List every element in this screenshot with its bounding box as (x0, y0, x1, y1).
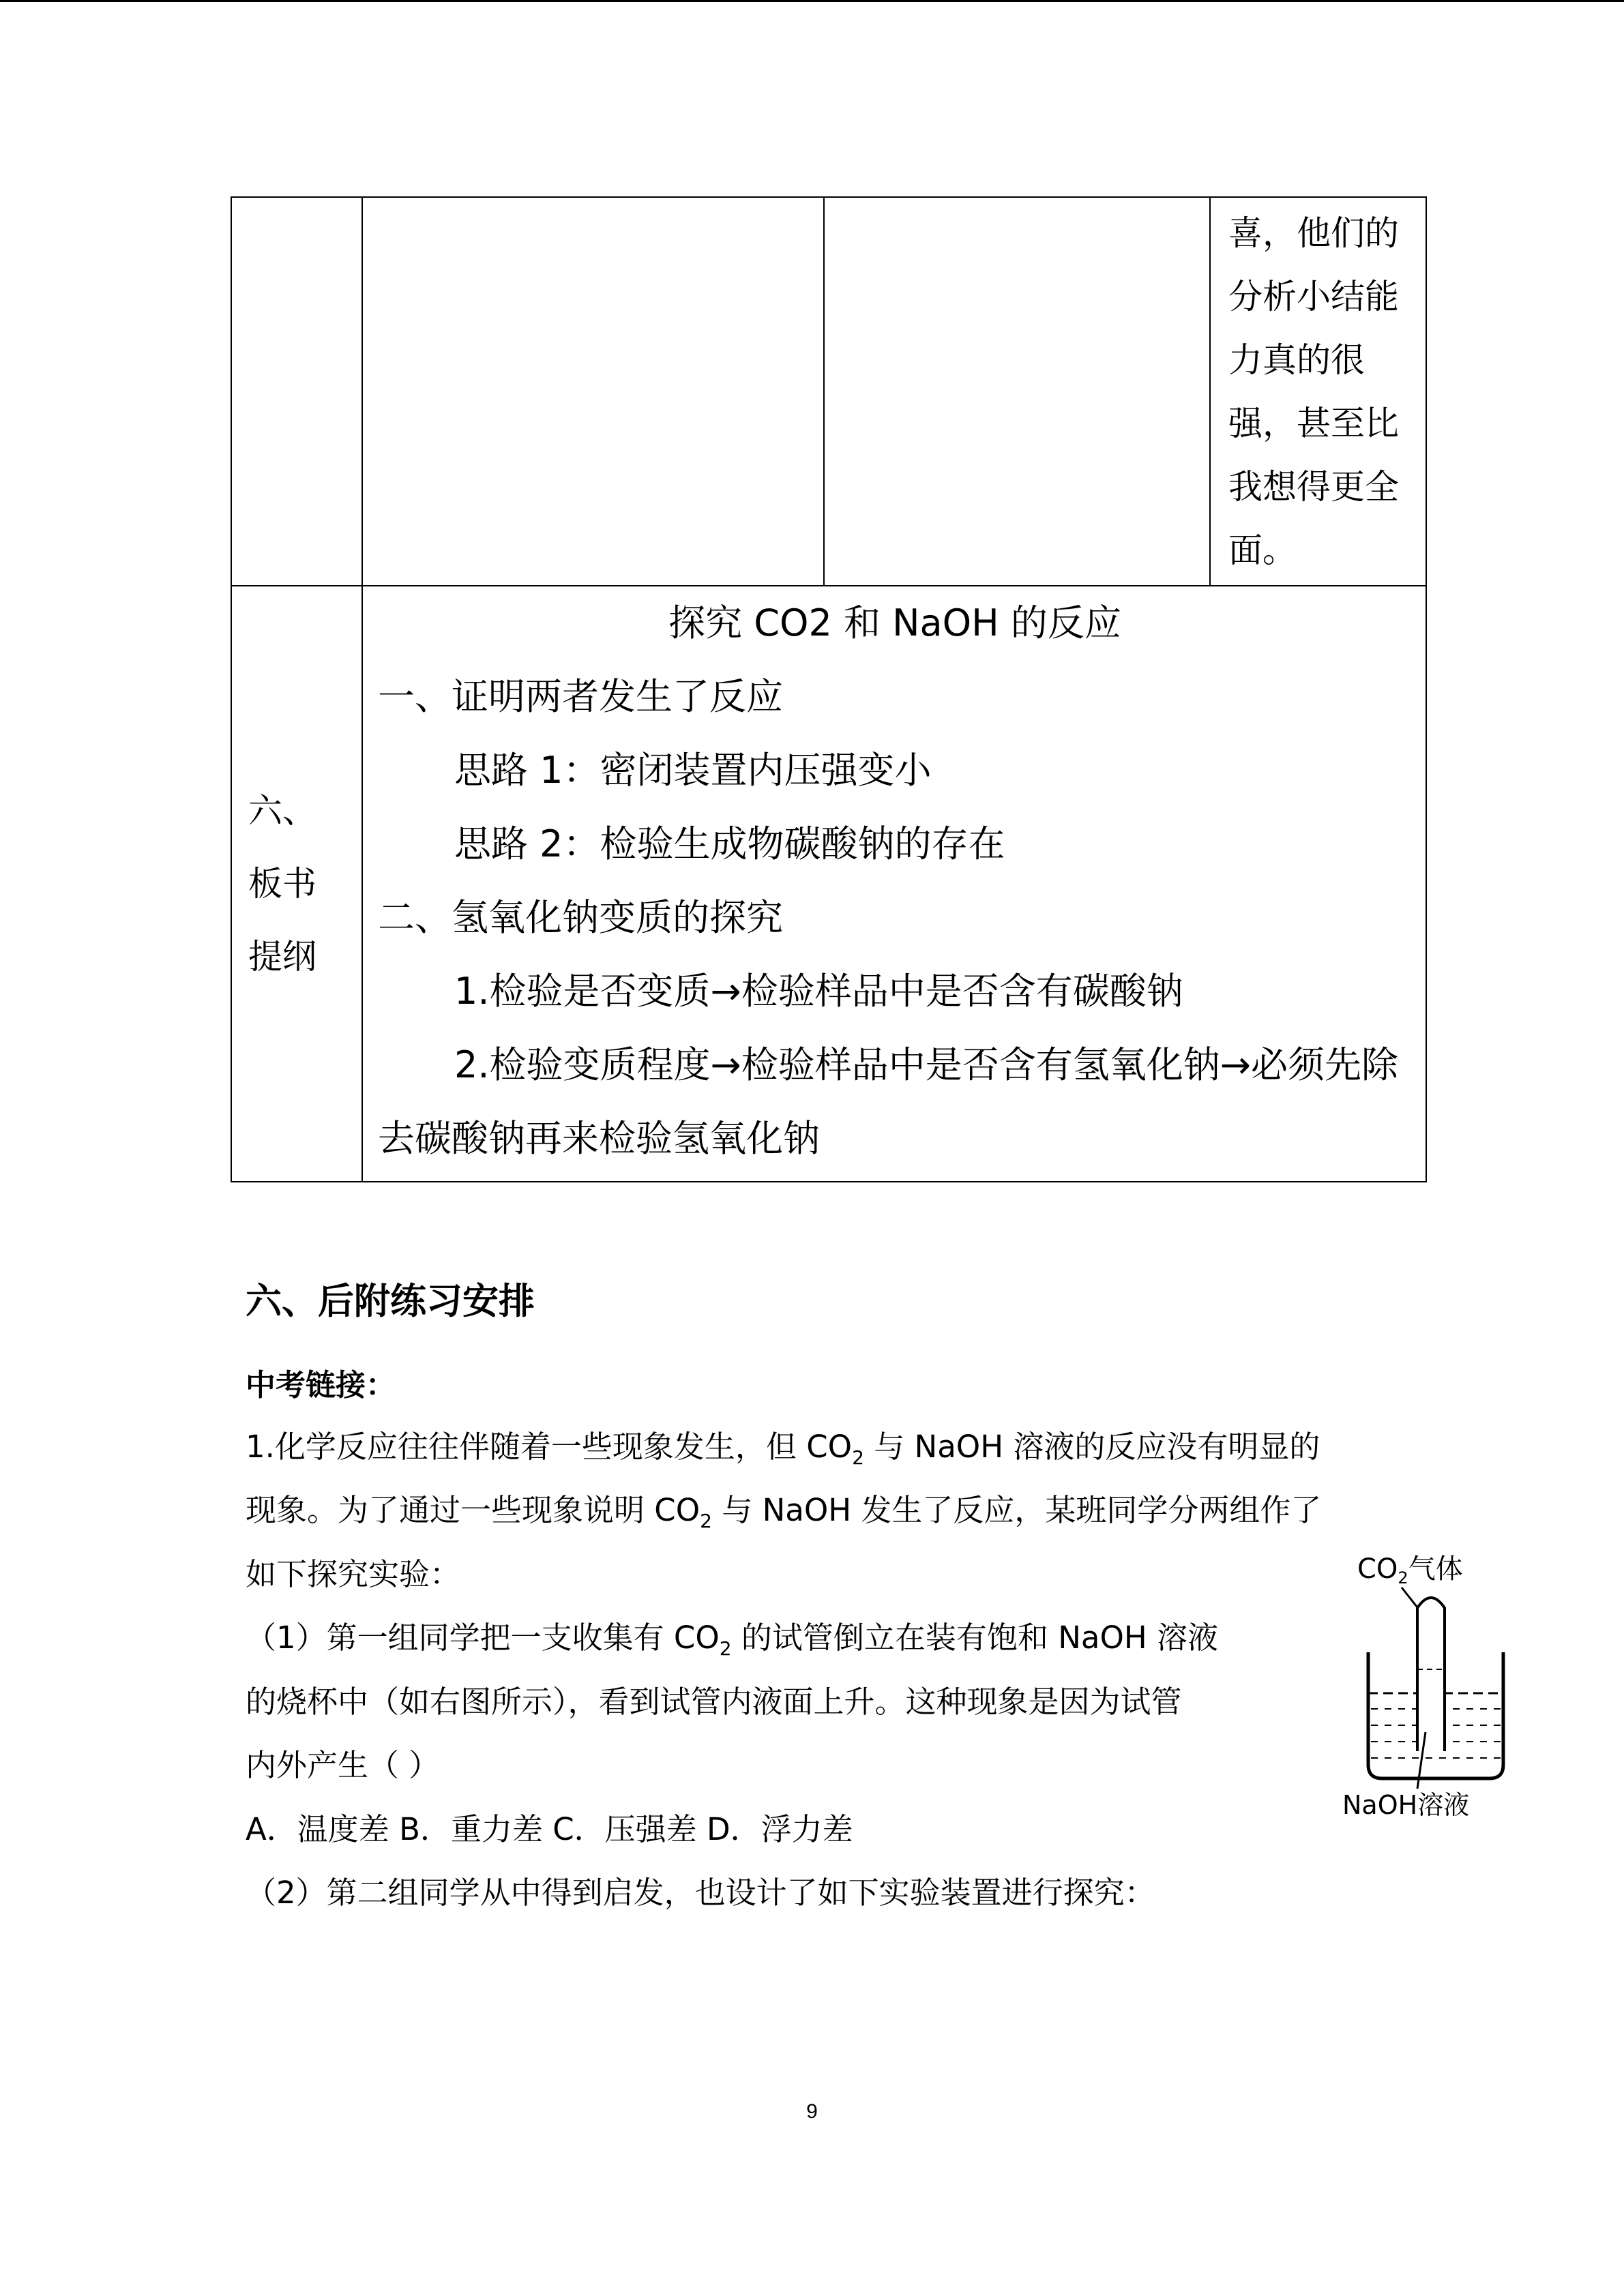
solution-label: NaOH溶液 (1342, 1790, 1470, 1820)
outline-heading: 一、证明两者发生了反应 (378, 675, 783, 718)
question-line: 如下探究实验： (246, 1556, 461, 1592)
table-row (231, 197, 1426, 586)
outline-step2: 2.检验变质程度→检验样品中是否含有氢氧化钠→必须先除去碳酸钠再来检验氢氧化钠 (378, 1043, 1399, 1160)
question-line: 的烧杯中（如右图所示），看到试管内液面上升。这种现象是因为试管 (246, 1684, 1182, 1720)
outline-item: 思路 1：密闭装置内压强变小 (454, 749, 932, 792)
text-segment: 与 NaOH 溶液的反应没有明显的 (863, 1429, 1320, 1465)
section-title: 六、后附练习安排 (246, 1281, 535, 1322)
table-cell (231, 197, 362, 586)
label-line: 提纲 (248, 936, 316, 976)
table-cell (824, 197, 1210, 586)
text-segment: 与 NaOH 发生了反应，某班同学分两组作了 (711, 1492, 1322, 1528)
text-segment: 的试管倒立在装有饱和 NaOH 溶液 (731, 1620, 1219, 1656)
label-line: 板书 (248, 863, 316, 904)
subscript: 2 (700, 1510, 712, 1532)
beaker-diagram (1337, 1553, 1524, 1823)
test-tube-icon (1417, 1598, 1445, 1751)
subscript: 2 (852, 1446, 864, 1469)
page-top-rule (0, 0, 1624, 2)
question-line (246, 1485, 1321, 1532)
answer-options: A．温度差 B．重力差 C．压强差 D．浮力差 (246, 1811, 853, 1847)
page-number: 9 (806, 2100, 818, 2123)
text-segment: （1）第一组同学把一支收集有 CO (246, 1620, 720, 1656)
subscript: 2 (719, 1637, 732, 1660)
question-line: 内外产生（ ） (246, 1747, 440, 1783)
outline-heading: 二、氢氧化钠变质的探究 (378, 896, 783, 939)
blackboard-label-cell (231, 586, 362, 1182)
text-segment: 1.化学反应往往伴随着一些现象发生，但 CO (246, 1429, 853, 1465)
label-line: 六、 (248, 790, 316, 831)
gas-label: $CO_2$气体 (1357, 1553, 1463, 1587)
teacher-comment: 喜，他们的分析小结能力真的很强，甚至比我想得更全面。 (1228, 213, 1399, 570)
table-row (231, 586, 1426, 1182)
table-cell (362, 197, 824, 586)
outline-title: 探究 CO2 和 NaOH 的反应 (668, 601, 1121, 644)
lesson-table (231, 196, 1427, 1182)
outline-item: 思路 2：检验生成物碳酸钠的存在 (454, 822, 1005, 865)
text-segment: 现象。为了通过一些现象说明 CO (246, 1492, 700, 1528)
teacher-comment-cell (1210, 197, 1426, 586)
question-line: （2）第二组同学从中得到启发，也设计了如下实验装置进行探究： (246, 1875, 1155, 1911)
outline-item (378, 1028, 1412, 1176)
exam-link-label: 中考链接： (246, 1368, 396, 1403)
question-line (246, 1422, 1320, 1469)
outline-item: 1.检验是否变质→检验样品中是否含有碳酸钠 (454, 970, 1183, 1013)
question-line (246, 1613, 1218, 1660)
blackboard-outline-cell (362, 586, 1426, 1182)
